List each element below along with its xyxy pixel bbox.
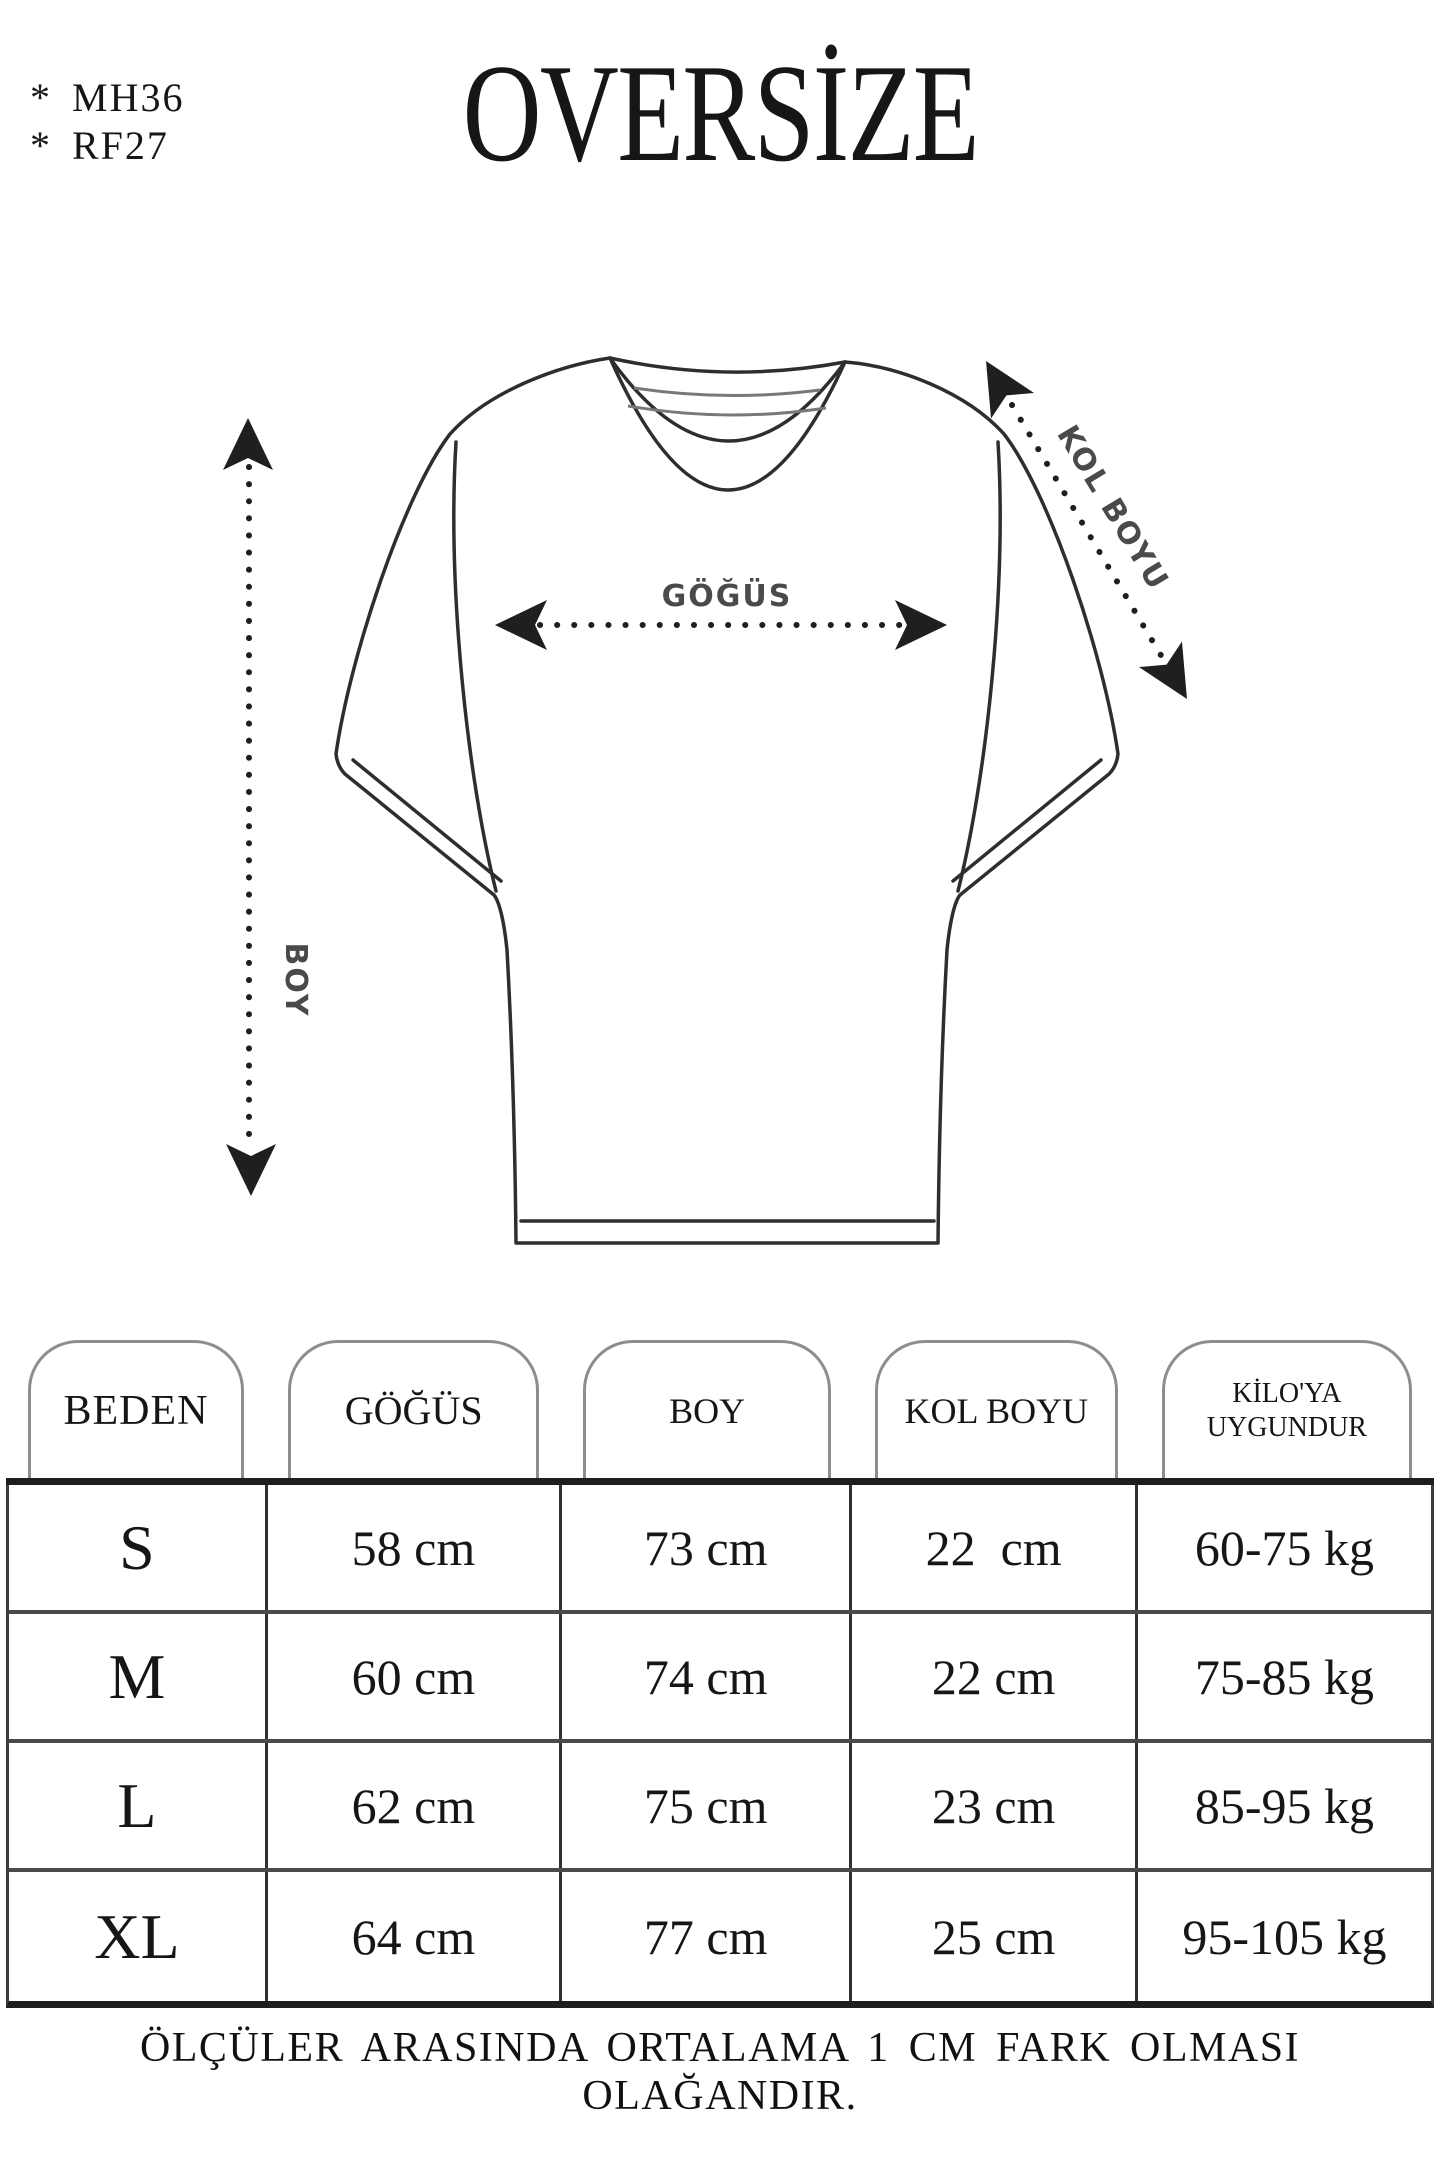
table-row-m bbox=[9, 1614, 1431, 1743]
column-header-kilo: KİLO'YA UYGUNDUR bbox=[1162, 1340, 1412, 1478]
arrowhead-down bbox=[226, 1144, 276, 1196]
sleeve-cell: 25 cm bbox=[852, 1872, 1138, 2001]
sleeve-cell: 23 cm bbox=[852, 1743, 1138, 1868]
tshirt-measurement-diagram bbox=[0, 260, 1440, 1320]
length-measure-arrow bbox=[223, 418, 276, 1196]
length-cell: 77 cm bbox=[562, 1872, 852, 2001]
arrowhead-up bbox=[223, 418, 273, 470]
product-code: RF27 bbox=[72, 123, 169, 168]
column-header-boy: BOY bbox=[583, 1340, 830, 1478]
asterisk-bullet: * bbox=[30, 123, 52, 168]
size-cell: L bbox=[9, 1743, 268, 1868]
length-cell: 75 cm bbox=[562, 1743, 852, 1868]
asterisk-bullet: * bbox=[30, 75, 52, 120]
footer-note: ÖLÇÜLER ARASINDA ORTALAMA 1 CM FARK OLMASI OLAĞANDIR. bbox=[139, 2025, 1301, 2119]
size-cell: M bbox=[9, 1614, 268, 1739]
product-code: MH36 bbox=[72, 75, 185, 120]
weight-cell: 60-75 kg bbox=[1194, 1519, 1375, 1576]
sleeve-cell: 22 cm bbox=[852, 1614, 1138, 1739]
weight-cell: 75-85 kg bbox=[1194, 1648, 1375, 1705]
chest-label: GÖĞÜS bbox=[661, 579, 793, 614]
chest-cell: 62 cm bbox=[268, 1743, 562, 1868]
size-table bbox=[6, 1340, 1434, 2008]
arrowhead-down-right bbox=[1139, 642, 1209, 712]
sleeve-cell: 22 cm bbox=[852, 1485, 1138, 1610]
table-body bbox=[6, 1485, 1434, 2008]
length-cell: 73 cm bbox=[562, 1485, 852, 1610]
size-cell: S bbox=[9, 1485, 268, 1610]
page-title-wrap bbox=[0, 36, 1440, 191]
table-header-row bbox=[6, 1340, 1434, 1485]
chest-cell: 58 cm bbox=[268, 1485, 562, 1610]
length-cell: 74 cm bbox=[562, 1614, 852, 1739]
tshirt-outline bbox=[336, 358, 1118, 1243]
table-row-s bbox=[9, 1485, 1431, 1614]
chest-cell: 60 cm bbox=[268, 1614, 562, 1739]
table-row-l bbox=[9, 1743, 1431, 1872]
page-title: OVERSİZE bbox=[462, 36, 978, 191]
weight-cell: 95-105 kg bbox=[1182, 1908, 1387, 1965]
table-row-xl bbox=[9, 1872, 1431, 2001]
chest-cell: 64 cm bbox=[268, 1872, 562, 2001]
size-cell: XL bbox=[9, 1872, 268, 2001]
column-header-beden: BEDEN bbox=[28, 1340, 244, 1478]
weight-cell: 85-95 kg bbox=[1194, 1777, 1375, 1834]
sleeve-label: KOL BOYU bbox=[1049, 419, 1176, 598]
column-header-gogus: GÖĞÜS bbox=[288, 1340, 540, 1478]
column-header-kol-boyu: KOL BOYU bbox=[875, 1340, 1118, 1478]
length-label: BOY bbox=[278, 942, 313, 1018]
